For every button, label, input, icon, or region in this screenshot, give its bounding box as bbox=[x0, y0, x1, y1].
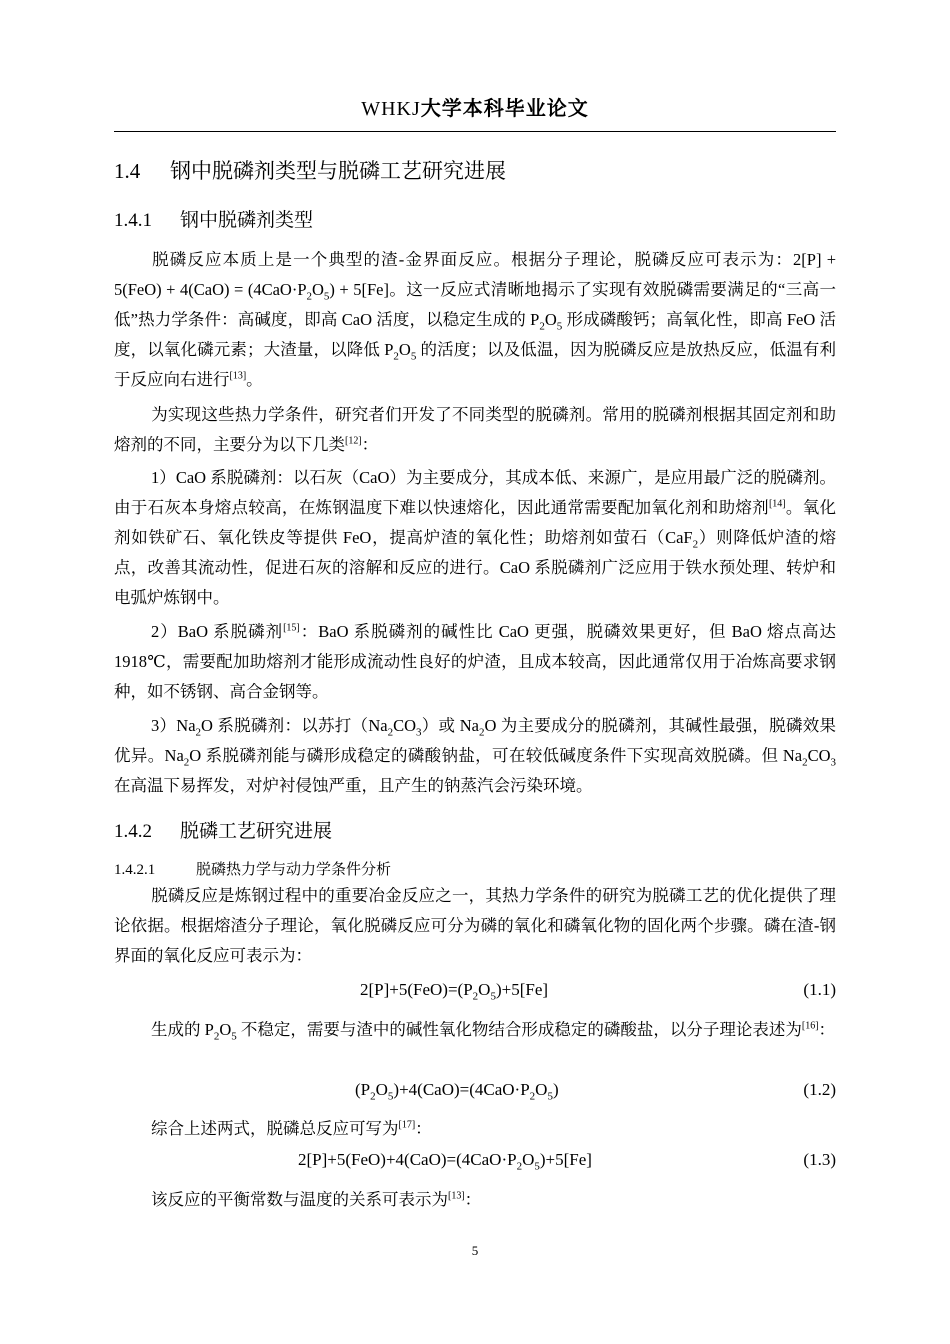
equation-1-3 bbox=[114, 1150, 836, 1180]
equation-body: $2[P]+5(FeO)+4(CaO)=(4CaO\cdot P_2O_5)+5[Fe]$ bbox=[298, 1150, 592, 1173]
equation-1-2 bbox=[114, 1080, 836, 1110]
citation: [14] bbox=[768, 498, 786, 510]
paragraph-equilibrium-constant: 该反应的平衡常数与温度的关系可表示为[13]： bbox=[151, 1190, 482, 1209]
header-title-latin: WHKJ bbox=[361, 98, 421, 120]
equation-body: $2[P]+5(FeO)=(P_2O_5)+5[Fe]$ bbox=[360, 980, 549, 1003]
section-number: 1.4.2.1 bbox=[114, 862, 156, 878]
equation-1-1 bbox=[114, 980, 836, 1010]
paragraph-intro: 脱磷反应本质上是一个典型的渣-金界面反应。根据分子理论，脱磷反应可表示为：$2[P] + 5(FeO) + 4(CaO) = (4CaO\cdot P_2O_5) + 5[Fe]$。这一反应式清晰地揭示了实现有效脱磷需要满足的“三高一低”热力学条件：高碱度，即高 CaO 活度，以稳定生成的 $P_2O_5$ 形成磷酸钙；高氧化性，即高 FeO 活度，以氧化磷元素；大渣量，以降低 $P_2O_5$ 的活度；以及低温，因为脱磷反应是放热反应，低温有利于反应向右进行[13]。 bbox=[114, 250, 836, 389]
section-heading-1-4-2 bbox=[114, 816, 332, 843]
paragraph-overall-reaction: 综合上述两式，脱磷总反应可写为[17]： bbox=[151, 1119, 432, 1138]
header-title-cjk: 大学本科毕业论文 bbox=[420, 96, 589, 120]
section-title: 钢中脱磷剂类型与脱磷工艺研究进展 bbox=[170, 159, 506, 183]
page-number: 5 bbox=[471, 1243, 479, 1258]
paragraph-thermodynamics: 脱磷反应是炼钢过程中的重要冶金反应之一，其热力学条件的研究为脱磷工艺的优化提供了理论依据。根据熔渣分子理论，氧化脱磷反应可分为磷的氧化和磷氧化物的固化两个步骤。磷在渣-钢界面的氧化反应可表示为： bbox=[114, 886, 836, 965]
paragraph-types-intro: 为实现这些热力学条件，研究者们开发了不同类型的脱磷剂。常用的脱磷剂根据其固定剂和助熔剂的不同，主要分为以下几类[12]： bbox=[114, 405, 836, 454]
equation-number: (1.2) bbox=[803, 1080, 836, 1099]
section-heading-1-4 bbox=[114, 155, 506, 185]
equation-body: $(P_2O_5)+4(CaO)=(4CaO\cdot P_2O_5)$ bbox=[355, 1080, 559, 1103]
citation: [13] bbox=[448, 1190, 465, 1202]
citation: [13] bbox=[229, 370, 247, 382]
header-rule bbox=[114, 131, 836, 132]
paragraph-bao-dephosphorizer: 2）BaO 系脱磷剂[15]：BaO 系脱磷剂的碱性比 CaO 更强，脱磷效果更好，但 BaO 熔点高达 1918℃，需要配加助熔剂才能形成流动性良好的炉渣，且成本较高，因此通常仅用于冶炼高要求钢种，如不锈钢、高合金钢等。 bbox=[114, 622, 836, 701]
paragraph-phosphate-formation: 生成的 $P_2O_5$ 不稳定，需要与渣中的碱性氧化物结合形成稳定的磷酸盐，以分子理论表述为[16]： bbox=[151, 1020, 836, 1043]
citation: [17] bbox=[398, 1119, 416, 1131]
section-title: 脱磷热力学与动力学条件分析 bbox=[196, 860, 392, 878]
section-heading-1-4-1 bbox=[114, 205, 313, 232]
citation: [12] bbox=[345, 435, 362, 447]
section-heading-1-4-2-1 bbox=[114, 858, 391, 879]
section-number: 1.4.1 bbox=[114, 210, 152, 231]
section-number: 1.4.2 bbox=[114, 821, 152, 842]
page-header bbox=[114, 92, 836, 121]
section-title: 脱磷工艺研究进展 bbox=[180, 820, 333, 842]
section-title: 钢中脱磷剂类型 bbox=[180, 209, 314, 231]
equation-number: (1.1) bbox=[803, 980, 836, 999]
paragraph-cao-dephosphorizer: 1）CaO 系脱磷剂：以石灰（CaO）为主要成分，其成本低、来源广，是应用最广泛的脱磷剂。由于石灰本身熔点较高，在炼钢温度下难以快速熔化，因此通常需要配加氧化剂和助熔剂[14]。氧化剂如铁矿石、氧化铁皮等提供 FeO，提高炉渣的氧化性；助熔剂如萤石（CaF$_2$）则降低炉渣的熔点，改善其流动性，促进石灰的溶解和反应的进行。CaO 系脱磷剂广泛应用于铁水预处理、转炉和电弧炉炼钢中。 bbox=[114, 468, 837, 607]
citation: [16] bbox=[801, 1020, 819, 1032]
paragraph-na2o-dephosphorizer: $3)Na_2O$ 系脱磷剂：以苏打$(Na_2CO_3)$或 $Na_2O$ 为主要成分的脱磷剂，其碱性最强，脱磷效果优异。$Na_2O$ 系脱磷剂能与磷形成稳定的磷酸钠盐，可在较低碱度条件下实现高效脱磷。但 $Na_2CO_3$ 在高温下易挥发，对炉衬侵蚀严重，且产生的钠蒸汽会污染环境。 bbox=[114, 716, 836, 795]
citation: [15] bbox=[283, 622, 300, 634]
equation-number: (1.3) bbox=[803, 1150, 836, 1169]
section-number: 1.4 bbox=[114, 159, 141, 183]
